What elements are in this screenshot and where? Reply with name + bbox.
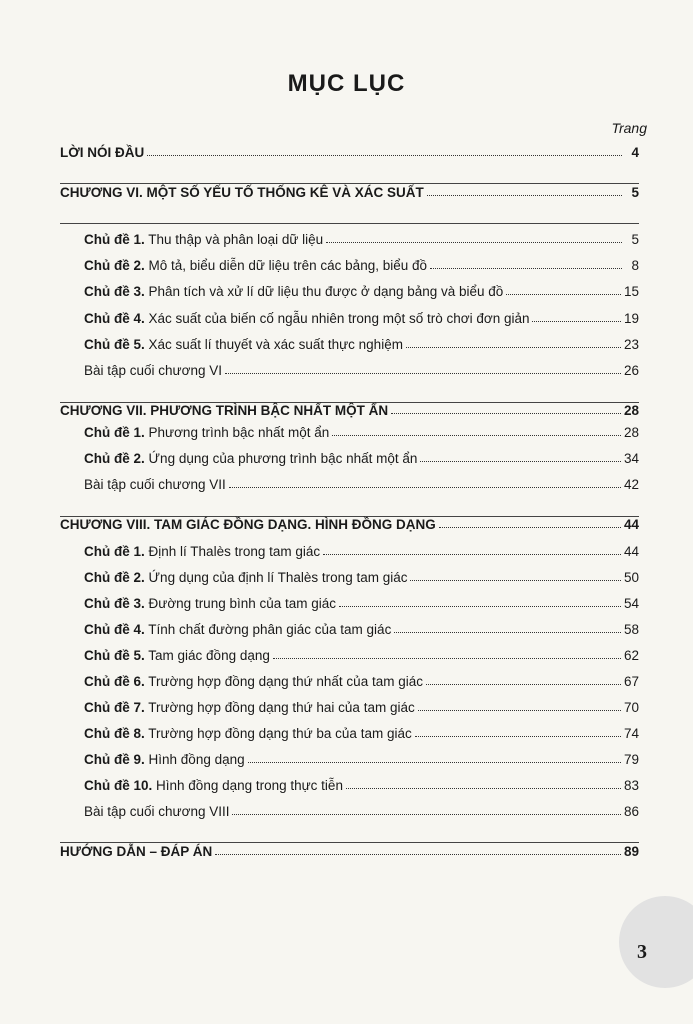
toc-entry-label <box>60 517 436 532</box>
toc-page-number: 34 <box>623 451 639 466</box>
toc-exercise-row[interactable] <box>84 472 639 492</box>
toc-entry-text: CHƯƠNG VII. PHƯƠNG TRÌNH BẬC NHẤT MỘT ẨN <box>60 403 389 418</box>
toc-topic-prefix: Chủ đề 2. <box>84 570 145 585</box>
dot-leader <box>232 814 621 815</box>
toc-entry-text: Ứng dụng của định lí Thalès trong tam giác <box>148 570 408 585</box>
toc-entry-label <box>84 337 403 352</box>
toc-topic-row[interactable] <box>84 669 639 689</box>
dot-leader <box>346 788 621 789</box>
toc-entry-label <box>84 363 222 378</box>
toc-page-number: 67 <box>623 674 639 689</box>
toc-chapter-row[interactable] <box>60 180 639 200</box>
toc-entry-text: Bài tập cuối chương VII <box>84 477 226 492</box>
toc-entry-label <box>84 622 391 637</box>
toc-entry-label <box>84 752 245 767</box>
toc-topic-prefix: Chủ đề 4. <box>84 311 145 326</box>
page-column-label: Trang <box>611 120 647 136</box>
dot-leader <box>248 762 621 763</box>
toc-entry-text: Hình đồng dạng trong thực tiễn <box>156 778 343 793</box>
toc-chapter-row[interactable] <box>60 140 639 160</box>
section-divider <box>60 223 639 224</box>
toc-topic-row[interactable] <box>84 721 639 741</box>
toc-entry-label <box>84 648 270 663</box>
toc-topic-prefix: Chủ đề 6. <box>84 674 145 689</box>
dot-leader <box>391 413 621 414</box>
toc-topic-row[interactable] <box>84 253 639 273</box>
toc-entry-text: Phân tích và xử lí dữ liệu thu được ở dạng bảng và biểu đồ <box>148 284 504 299</box>
toc-entry-label <box>84 804 229 819</box>
toc-topic-prefix: Chủ đề 7. <box>84 700 145 715</box>
toc-topic-row[interactable] <box>84 332 639 352</box>
toc-entry-text: Mô tả, biểu diễn dữ liệu trên các bảng, biểu đồ <box>148 258 428 273</box>
toc-topic-prefix: Chủ đề 10. <box>84 778 153 793</box>
toc-page-number: 86 <box>623 804 639 819</box>
toc-topic-row[interactable] <box>84 227 639 247</box>
toc-entry-label <box>84 778 343 793</box>
toc-page-number: 58 <box>623 622 639 637</box>
toc-page-number: 44 <box>623 517 639 532</box>
toc-page-number: 4 <box>631 145 639 160</box>
dot-leader <box>229 487 621 488</box>
toc-entry-label <box>84 258 427 273</box>
dot-leader <box>147 155 622 156</box>
toc-topic-prefix: Chủ đề 9. <box>84 752 145 767</box>
toc-page-number: 28 <box>623 425 639 440</box>
toc-entry-text: Trường hợp đồng dạng thứ hai của tam giác <box>148 700 415 715</box>
toc-topic-row[interactable] <box>84 446 639 466</box>
toc-entry-label <box>60 403 388 418</box>
toc-entry-text: Phương trình bậc nhất một ẩn <box>148 425 330 440</box>
toc-topic-prefix: Chủ đề 8. <box>84 726 145 741</box>
toc-chapter-row[interactable] <box>60 398 639 418</box>
toc-topic-prefix: Chủ đề 1. <box>84 425 145 440</box>
toc-topic-row[interactable] <box>84 539 639 559</box>
dot-leader <box>506 294 621 295</box>
toc-topic-prefix: Chủ đề 5. <box>84 648 145 663</box>
toc-entry-label <box>84 726 412 741</box>
dot-leader <box>532 321 620 322</box>
toc-page-number: 62 <box>623 648 639 663</box>
toc-entry-text: HƯỚNG DẪN – ĐÁP ÁN <box>60 844 213 859</box>
toc-entry-text: Xác suất của biến cố ngẫu nhiên trong một số trò chơi đơn giản <box>148 311 530 326</box>
dot-leader <box>406 347 621 348</box>
dot-leader <box>426 684 621 685</box>
toc-entry-text: CHƯƠNG VIII. TAM GIÁC ĐỒNG DẠNG. HÌNH ĐỒNG DẠNG <box>60 517 436 532</box>
toc-topic-row[interactable] <box>84 565 639 585</box>
dot-leader <box>420 461 621 462</box>
toc-topic-prefix: Chủ đề 2. <box>84 258 145 273</box>
toc-page-number: 15 <box>623 284 639 299</box>
toc-page-number: 19 <box>623 311 639 326</box>
toc-entry-label <box>84 674 423 689</box>
toc-entry-label <box>60 185 424 200</box>
toc-page-number: 42 <box>623 477 639 492</box>
page-number-badge <box>619 896 693 988</box>
toc-entry-text: Đường trung bình của tam giác <box>148 596 337 611</box>
toc-topic-prefix: Chủ đề 5. <box>84 337 145 352</box>
toc-entry-label <box>60 145 144 160</box>
toc-page-number: 83 <box>623 778 639 793</box>
toc-entry-label <box>84 570 407 585</box>
toc-entry-text: CHƯƠNG VI. MỘT SỐ YẾU TỐ THỐNG KÊ VÀ XÁC SUẤT <box>60 185 424 200</box>
toc-topic-row[interactable] <box>84 643 639 663</box>
dot-leader <box>410 580 620 581</box>
toc-entry-text: Bài tập cuối chương VIII <box>84 804 230 819</box>
toc-entry-label <box>84 477 226 492</box>
toc-page-number: 50 <box>623 570 639 585</box>
dot-leader <box>273 658 621 659</box>
toc-topic-row[interactable] <box>84 747 639 767</box>
toc-entry-text: Định lí Thalès trong tam giác <box>148 544 321 559</box>
toc-entry-text: Ứng dụng của phương trình bậc nhất một ẩn <box>148 451 418 466</box>
toc-entry-label <box>84 700 415 715</box>
toc-page-number: 70 <box>623 700 639 715</box>
toc-topic-row[interactable] <box>84 617 639 637</box>
toc-entry-label <box>84 451 417 466</box>
dot-leader <box>225 373 621 374</box>
toc-exercise-row[interactable] <box>84 799 639 819</box>
toc-page-number: 44 <box>623 544 639 559</box>
toc-exercise-row[interactable] <box>84 358 639 378</box>
toc-entry-label <box>84 284 503 299</box>
toc-page-number: 5 <box>631 232 639 247</box>
toc-entry-text: Hình đồng dạng <box>148 752 245 767</box>
toc-page-number: 74 <box>623 726 639 741</box>
dot-leader <box>430 268 622 269</box>
toc-page-number: 26 <box>623 363 639 378</box>
toc-topic-prefix: Chủ đề 4. <box>84 622 145 637</box>
toc-page-number: 23 <box>623 337 639 352</box>
toc-topic-row[interactable] <box>84 279 639 299</box>
toc-topic-prefix: Chủ đề 1. <box>84 544 145 559</box>
dot-leader <box>323 554 621 555</box>
toc-entry-label <box>84 425 329 440</box>
dot-leader <box>332 435 621 436</box>
toc-entry-text: Tính chất đường phân giác của tam giác <box>148 622 392 637</box>
toc-chapter-row[interactable] <box>60 512 639 532</box>
toc-entry-text: Trường hợp đồng dạng thứ nhất của tam giác <box>148 674 423 689</box>
dot-leader <box>418 710 621 711</box>
toc-topic-row[interactable] <box>84 773 639 793</box>
toc-page-number: 89 <box>623 844 639 859</box>
toc-entry-text: Trường hợp đồng dạng thứ ba của tam giác <box>148 726 412 741</box>
toc-entry-text: Thu thập và phân loại dữ liệu <box>148 232 324 247</box>
dot-leader <box>427 195 622 196</box>
toc-topic-prefix: Chủ đề 2. <box>84 451 145 466</box>
dot-leader <box>394 632 621 633</box>
dot-leader <box>415 736 621 737</box>
toc-entry-text: Bài tập cuối chương VI <box>84 363 222 378</box>
toc-entry-label <box>84 232 323 247</box>
toc-page-number: 79 <box>623 752 639 767</box>
toc-entry-text: Tam giác đồng dạng <box>148 648 270 663</box>
dot-leader <box>439 527 621 528</box>
toc-page-number: 54 <box>623 596 639 611</box>
toc-topic-row[interactable] <box>84 306 639 326</box>
page-title: MỤC LỤC <box>287 70 406 97</box>
toc-entry-label <box>84 596 336 611</box>
toc-entry-label <box>84 544 320 559</box>
toc-topic-row[interactable] <box>84 591 639 611</box>
toc-entry-label <box>60 844 212 859</box>
dot-leader <box>339 606 621 607</box>
toc-entry-text: Xác suất lí thuyết và xác suất thực nghiệm <box>148 337 403 352</box>
toc-chapter-row[interactable] <box>60 839 639 859</box>
toc-topic-row[interactable] <box>84 695 639 715</box>
toc-page-number: 5 <box>631 185 639 200</box>
toc-topic-prefix: Chủ đề 1. <box>84 232 145 247</box>
toc-page-number: 28 <box>623 403 639 418</box>
toc-topic-row[interactable] <box>84 420 639 440</box>
dot-leader <box>215 854 621 855</box>
toc-entry-text: LỜI NÓI ĐẦU <box>60 145 145 160</box>
toc-page-number: 8 <box>631 258 639 273</box>
page-number: 3 <box>637 941 647 963</box>
toc-topic-prefix: Chủ đề 3. <box>84 284 145 299</box>
dot-leader <box>326 242 622 243</box>
toc-entry-label <box>84 311 529 326</box>
toc-topic-prefix: Chủ đề 3. <box>84 596 145 611</box>
